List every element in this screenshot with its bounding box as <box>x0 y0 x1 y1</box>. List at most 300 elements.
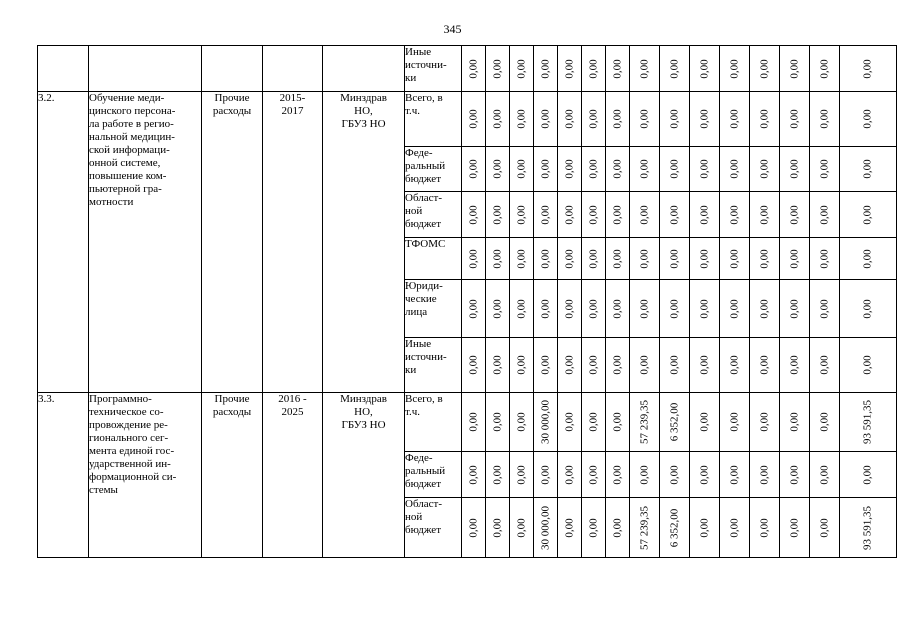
amount-value: 0,00 <box>539 159 551 179</box>
amount-cell <box>750 280 780 338</box>
amount-value: 0,00 <box>611 355 623 375</box>
amount-cell <box>534 238 558 280</box>
amount-cell <box>558 452 582 498</box>
amount-value: 0,00 <box>788 412 800 432</box>
amount-value: 0,00 <box>563 248 575 269</box>
amount-value: 0,00 <box>587 159 599 179</box>
funding-source-label: Иные источни- ки <box>405 338 462 393</box>
amount-cell <box>534 338 558 393</box>
amount-cell <box>558 46 582 92</box>
amount-value: 0,00 <box>539 298 551 319</box>
amount-cell <box>840 92 897 147</box>
amount-cell <box>510 393 534 452</box>
amount-value: 0,00 <box>728 298 740 319</box>
amount-value: 0,00 <box>515 412 527 432</box>
amount-cell <box>606 498 630 558</box>
amount-cell <box>660 452 690 498</box>
amount-cell <box>534 92 558 147</box>
amount-cell <box>462 46 486 92</box>
amount-value: 6 352,00 <box>668 508 680 547</box>
amount-cell <box>534 280 558 338</box>
amount-value: 0,00 <box>611 517 623 538</box>
amount-cell <box>810 452 840 498</box>
amount-value: 0,00 <box>638 248 650 269</box>
funding-source-label: Иные источни- ки <box>405 46 462 92</box>
amount-value: 0,00 <box>611 464 623 485</box>
amount-cell <box>582 452 606 498</box>
amount-cell <box>780 280 810 338</box>
amount-value: 0,00 <box>467 355 479 375</box>
amount-value: 6 352,00 <box>668 402 680 442</box>
amount-value: 0,00 <box>698 517 710 538</box>
amount-cell <box>810 92 840 147</box>
amount-value: 0,00 <box>515 159 527 179</box>
amount-value: 0,00 <box>563 464 575 485</box>
budget-table <box>37 45 897 558</box>
amount-cell <box>810 498 840 558</box>
amount-cell <box>750 452 780 498</box>
amount-cell <box>780 46 810 92</box>
amount-cell <box>558 338 582 393</box>
amount-value: 30 000,00 <box>539 400 551 444</box>
item-number: 3.3. <box>38 393 89 558</box>
amount-cell <box>510 147 534 192</box>
executor <box>323 46 405 92</box>
amount-value: 0,00 <box>515 298 527 319</box>
item-number <box>38 46 89 92</box>
amount-cell <box>486 393 510 452</box>
amount-value: 0,00 <box>638 204 650 225</box>
amount-cell <box>630 452 660 498</box>
amount-cell <box>840 238 897 280</box>
amount-value: 0,00 <box>515 464 527 485</box>
amount-cell <box>606 452 630 498</box>
amount-value: 0,00 <box>539 58 551 79</box>
amount-cell <box>606 147 630 192</box>
amount-value: 0,00 <box>698 464 710 485</box>
amount-cell <box>486 46 510 92</box>
amount-cell <box>690 452 720 498</box>
amount-cell <box>750 238 780 280</box>
amount-value: 0,00 <box>698 355 710 375</box>
amount-cell <box>582 147 606 192</box>
funding-source-label: Област- ной бюджет <box>405 498 462 558</box>
amount-cell <box>462 498 486 558</box>
funding-source-label: Всего, в т.ч. <box>405 92 462 147</box>
amount-cell <box>660 192 690 238</box>
amount-cell <box>720 92 750 147</box>
amount-value: 0,00 <box>638 58 650 79</box>
amount-value: 0,00 <box>861 58 874 79</box>
amount-cell <box>780 92 810 147</box>
amount-value: 0,00 <box>758 412 770 432</box>
amount-cell <box>690 393 720 452</box>
amount-value: 0,00 <box>638 159 650 179</box>
amount-value: 0,00 <box>587 517 599 538</box>
amount-cell <box>840 147 897 192</box>
amount-value: 0,00 <box>728 204 740 225</box>
amount-value: 0,00 <box>539 464 551 485</box>
expense-type: Прочие расходы <box>202 92 263 393</box>
amount-value: 0,00 <box>467 298 479 319</box>
amount-cell <box>582 338 606 393</box>
amount-value: 0,00 <box>818 248 830 269</box>
executor: Минздрав НО, ГБУЗ НО <box>323 92 405 393</box>
amount-cell <box>720 238 750 280</box>
amount-cell <box>840 46 897 92</box>
amount-value: 0,00 <box>818 58 830 79</box>
amount-value: 0,00 <box>758 248 770 269</box>
amount-cell <box>750 92 780 147</box>
funding-source-label: ТФОМС <box>405 238 462 280</box>
amount-value: 0,00 <box>563 204 575 225</box>
amount-value: 0,00 <box>467 248 479 269</box>
funding-source-label: Феде- ральный бюджет <box>405 147 462 192</box>
amount-value: 0,00 <box>788 248 800 269</box>
amount-value: 0,00 <box>788 58 800 79</box>
amount-value: 57 239,35 <box>638 400 650 444</box>
amount-cell <box>582 280 606 338</box>
amount-cell <box>840 498 897 558</box>
amount-cell <box>558 393 582 452</box>
amount-cell <box>582 92 606 147</box>
amount-value: 0,00 <box>668 464 680 485</box>
amount-value: 0,00 <box>467 464 479 485</box>
amount-cell <box>606 280 630 338</box>
amount-value: 0,00 <box>563 159 575 179</box>
amount-value: 0,00 <box>515 109 527 129</box>
amount-value: 0,00 <box>861 204 874 225</box>
amount-value: 0,00 <box>491 204 503 225</box>
amount-value: 0,00 <box>491 412 503 432</box>
amount-value: 0,00 <box>638 298 650 319</box>
item-number: 3.2. <box>38 92 89 393</box>
amount-cell <box>510 498 534 558</box>
amount-cell <box>510 452 534 498</box>
amount-cell <box>810 280 840 338</box>
amount-cell <box>510 92 534 147</box>
amount-value: 0,00 <box>861 159 874 179</box>
amount-cell <box>558 147 582 192</box>
amount-value: 0,00 <box>728 517 740 538</box>
amount-value: 0,00 <box>788 204 800 225</box>
amount-cell <box>780 192 810 238</box>
amount-value: 0,00 <box>698 248 710 269</box>
amount-value: 0,00 <box>758 204 770 225</box>
amount-value: 0,00 <box>587 204 599 225</box>
amount-value: 0,00 <box>758 517 770 538</box>
amount-cell <box>534 46 558 92</box>
amount-value: 0,00 <box>515 517 527 538</box>
amount-cell <box>660 147 690 192</box>
amount-value: 0,00 <box>728 412 740 432</box>
amount-cell <box>780 452 810 498</box>
amount-cell <box>720 452 750 498</box>
period <box>263 46 323 92</box>
amount-cell <box>660 393 690 452</box>
amount-cell <box>558 238 582 280</box>
amount-cell <box>780 393 810 452</box>
amount-cell <box>486 147 510 192</box>
amount-cell <box>630 393 660 452</box>
amount-value: 0,00 <box>861 355 874 375</box>
amount-value: 0,00 <box>467 58 479 79</box>
amount-cell <box>630 238 660 280</box>
amount-cell <box>582 238 606 280</box>
amount-cell <box>630 498 660 558</box>
amount-value: 0,00 <box>638 464 650 485</box>
amount-cell <box>720 498 750 558</box>
amount-value: 0,00 <box>698 109 710 129</box>
amount-cell <box>690 498 720 558</box>
amount-cell <box>660 238 690 280</box>
amount-value: 0,00 <box>861 248 874 269</box>
amount-value: 0,00 <box>563 58 575 79</box>
amount-value: 0,00 <box>758 159 770 179</box>
amount-value: 0,00 <box>491 58 503 79</box>
amount-cell <box>534 192 558 238</box>
amount-cell <box>690 46 720 92</box>
amount-cell <box>462 238 486 280</box>
amount-value: 0,00 <box>668 298 680 319</box>
executor: Минздрав НО, ГБУЗ НО <box>323 393 405 558</box>
amount-cell <box>606 192 630 238</box>
amount-cell <box>690 238 720 280</box>
amount-value: 0,00 <box>818 464 830 485</box>
amount-cell <box>462 192 486 238</box>
amount-value: 0,00 <box>728 355 740 375</box>
amount-cell <box>720 338 750 393</box>
amount-value: 0,00 <box>539 109 551 129</box>
item-name: Программно- техническое со- провождение ре- гионального сег- мента единой гос- ударственной ин- формационной си- стемы <box>89 393 202 558</box>
amount-value: 0,00 <box>491 109 503 129</box>
amount-cell <box>486 338 510 393</box>
amount-cell <box>660 338 690 393</box>
amount-cell <box>720 393 750 452</box>
amount-value: 0,00 <box>818 355 830 375</box>
amount-value: 0,00 <box>818 109 830 129</box>
amount-value: 0,00 <box>861 298 874 319</box>
amount-value: 0,00 <box>611 159 623 179</box>
amount-cell <box>486 498 510 558</box>
amount-cell <box>780 238 810 280</box>
amount-value: 0,00 <box>491 355 503 375</box>
amount-cell <box>534 498 558 558</box>
amount-cell <box>660 498 690 558</box>
amount-cell <box>486 92 510 147</box>
table-row <box>38 393 897 452</box>
funding-source-label: Област- ной бюджет <box>405 192 462 238</box>
amount-cell <box>510 238 534 280</box>
amount-value: 0,00 <box>638 355 650 375</box>
amount-value: 0,00 <box>698 204 710 225</box>
amount-cell <box>690 280 720 338</box>
amount-value: 0,00 <box>728 109 740 129</box>
amount-value: 0,00 <box>563 355 575 375</box>
amount-value: 0,00 <box>728 464 740 485</box>
amount-value: 93 591,35 <box>861 400 874 444</box>
amount-cell <box>486 238 510 280</box>
table-row <box>38 46 897 92</box>
amount-value: 0,00 <box>539 204 551 225</box>
amount-cell <box>558 280 582 338</box>
amount-cell <box>750 498 780 558</box>
amount-cell <box>660 280 690 338</box>
amount-cell <box>462 452 486 498</box>
amount-value: 0,00 <box>668 58 680 79</box>
amount-value: 0,00 <box>818 298 830 319</box>
amount-value: 0,00 <box>728 248 740 269</box>
amount-cell <box>486 452 510 498</box>
amount-value: 57 239,35 <box>638 505 650 550</box>
amount-value: 0,00 <box>758 355 770 375</box>
funding-source-label: Феде- ральный бюджет <box>405 452 462 498</box>
amount-value: 0,00 <box>818 517 830 538</box>
amount-value: 0,00 <box>788 355 800 375</box>
amount-value: 0,00 <box>788 517 800 538</box>
amount-value: 0,00 <box>818 204 830 225</box>
amount-cell <box>582 46 606 92</box>
amount-cell <box>690 338 720 393</box>
amount-value: 0,00 <box>563 412 575 432</box>
amount-cell <box>810 238 840 280</box>
amount-value: 0,00 <box>467 204 479 225</box>
amount-cell <box>690 147 720 192</box>
amount-cell <box>462 280 486 338</box>
amount-cell <box>462 338 486 393</box>
amount-cell <box>720 46 750 92</box>
page-number: 345 <box>443 22 462 36</box>
amount-value: 0,00 <box>611 58 623 79</box>
amount-value: 0,00 <box>467 159 479 179</box>
amount-cell <box>840 452 897 498</box>
amount-cell <box>510 192 534 238</box>
amount-value: 0,00 <box>698 412 710 432</box>
amount-value: 0,00 <box>638 109 650 129</box>
amount-value: 0,00 <box>668 159 680 179</box>
amount-cell <box>606 92 630 147</box>
item-name <box>89 46 202 92</box>
amount-value: 0,00 <box>563 517 575 538</box>
amount-value: 0,00 <box>861 109 874 129</box>
amount-cell <box>780 338 810 393</box>
amount-value: 0,00 <box>539 248 551 269</box>
amount-cell <box>810 338 840 393</box>
amount-value: 0,00 <box>491 248 503 269</box>
amount-value: 0,00 <box>758 298 770 319</box>
amount-cell <box>510 46 534 92</box>
amount-cell <box>606 338 630 393</box>
amount-value: 0,00 <box>467 412 479 432</box>
amount-cell <box>720 192 750 238</box>
amount-cell <box>630 338 660 393</box>
amount-value: 0,00 <box>515 204 527 225</box>
expense-type: Прочие расходы <box>202 393 263 558</box>
amount-cell <box>840 280 897 338</box>
amount-value: 0,00 <box>758 464 770 485</box>
amount-value: 0,00 <box>587 464 599 485</box>
amount-cell <box>630 46 660 92</box>
amount-cell <box>558 92 582 147</box>
amount-cell <box>486 280 510 338</box>
amount-cell <box>486 192 510 238</box>
amount-cell <box>630 147 660 192</box>
amount-value: 0,00 <box>539 355 551 375</box>
amount-value: 0,00 <box>515 58 527 79</box>
amount-value: 0,00 <box>587 58 599 79</box>
amount-cell <box>462 92 486 147</box>
amount-cell <box>534 147 558 192</box>
amount-value: 0,00 <box>788 464 800 485</box>
amount-value: 0,00 <box>611 248 623 269</box>
amount-value: 0,00 <box>611 412 623 432</box>
table-row <box>38 92 897 147</box>
amount-cell <box>690 192 720 238</box>
amount-value: 0,00 <box>587 355 599 375</box>
amount-value: 0,00 <box>611 298 623 319</box>
amount-cell <box>840 338 897 393</box>
amount-cell <box>606 393 630 452</box>
amount-cell <box>606 46 630 92</box>
amount-value: 0,00 <box>587 109 599 129</box>
amount-cell <box>510 338 534 393</box>
amount-cell <box>840 393 897 452</box>
amount-cell <box>534 452 558 498</box>
amount-value: 0,00 <box>698 298 710 319</box>
amount-value: 0,00 <box>788 298 800 319</box>
amount-value: 0,00 <box>728 159 740 179</box>
amount-cell <box>720 280 750 338</box>
amount-value: 0,00 <box>467 517 479 538</box>
amount-value: 0,00 <box>587 248 599 269</box>
amount-value: 0,00 <box>758 109 770 129</box>
amount-value: 0,00 <box>668 204 680 225</box>
amount-cell <box>462 393 486 452</box>
amount-value: 0,00 <box>491 517 503 538</box>
amount-cell <box>750 147 780 192</box>
amount-cell <box>558 192 582 238</box>
amount-value: 0,00 <box>515 248 527 269</box>
amount-value: 0,00 <box>491 464 503 485</box>
funding-source-label: Юриди- ческие лица <box>405 280 462 338</box>
amount-value: 0,00 <box>668 248 680 269</box>
amount-value: 0,00 <box>563 298 575 319</box>
amount-cell <box>750 338 780 393</box>
amount-cell <box>534 393 558 452</box>
amount-value: 0,00 <box>818 412 830 432</box>
amount-cell <box>720 147 750 192</box>
amount-value: 0,00 <box>611 109 623 129</box>
amount-cell <box>810 393 840 452</box>
amount-cell <box>660 92 690 147</box>
amount-cell <box>462 147 486 192</box>
amount-cell <box>582 393 606 452</box>
period: 2016 - 2025 <box>263 393 323 558</box>
amount-cell <box>750 46 780 92</box>
amount-cell <box>582 192 606 238</box>
amount-cell <box>810 192 840 238</box>
amount-cell <box>780 498 810 558</box>
amount-value: 0,00 <box>491 298 503 319</box>
amount-value: 30 000,00 <box>539 505 551 550</box>
amount-cell <box>582 498 606 558</box>
amount-cell <box>660 46 690 92</box>
amount-cell <box>810 46 840 92</box>
amount-value: 0,00 <box>467 109 479 129</box>
amount-value: 0,00 <box>698 159 710 179</box>
amount-cell <box>810 147 840 192</box>
amount-cell <box>840 192 897 238</box>
